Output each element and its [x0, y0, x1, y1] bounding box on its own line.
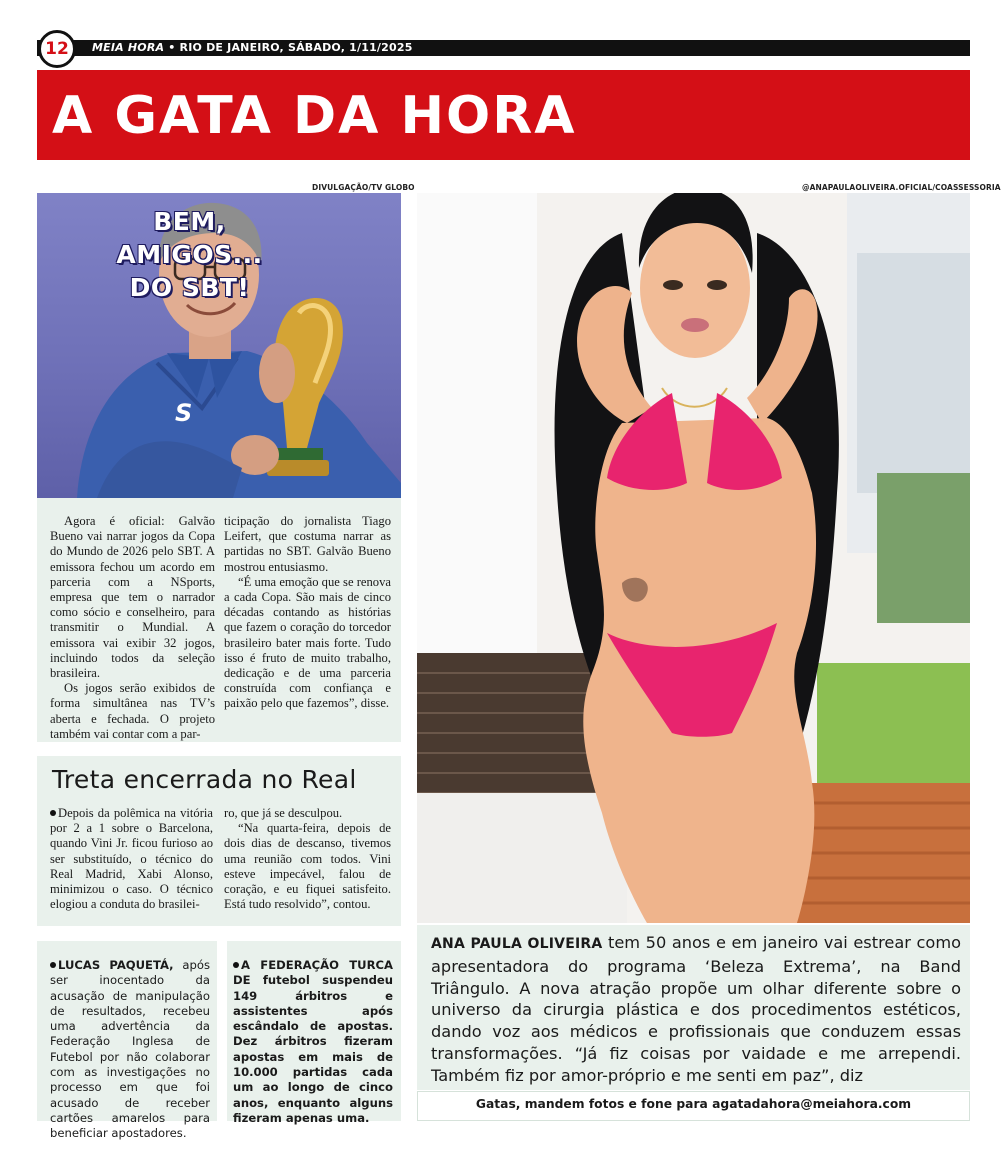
publication-line — [92, 40, 413, 56]
brand-name: MEIA HORA — [92, 41, 165, 54]
treta-col2 — [224, 806, 391, 912]
treta-col1 — [50, 806, 213, 912]
paragraph: ticipação do jornalista Tiago Leifert, que costuma narrar as partidas no SBT. Galvão Bueno mostrou entusiasmo. — [224, 514, 391, 574]
fed-text: futebol suspendeu 149 árbitros e assistentes após escândalo de apostas. Dez árbitros fizeram apostas em mais de 10.000 partidas cada um ao longo de cinco anos, enquanto alguns fizeram apenas uma. — [233, 973, 393, 1125]
treta-title: Treta encerrada no Real — [52, 765, 357, 794]
fed-lead: A FEDERAÇÃO TURCA DE — [233, 958, 393, 988]
photo-credit-main: @ANAPAULAOLIVEIRA.OFICIAL/COASSESSORIA — [802, 183, 1001, 192]
paragraph: “Na quarta-feira, depois de dois dias de descanso, tivemos uma reunião com todos. Vini esteve impecável, falou de coração, e eu fiquei satisfeito. Está tudo resolvido”, contou. — [224, 821, 391, 912]
galvao-story-col1 — [50, 514, 215, 742]
lucas-lead: LUCAS PAQUETÁ, — [58, 958, 174, 972]
caption-text: tem 50 anos e em janeiro vai estrear como apresentadora do programa ‘Beleza Extrema’, na Band Triângulo. A nova atração propõe um olhar diferente sobre o universo da cirurgia plástica e dos procedimentos estéticos, dando voz aos médicos e profissionais que conduzem essas transformações. “Já fiz coisas por vaidade e me arrependi. Também fiz por amor-próprio e me senti em paz”, diz — [431, 933, 961, 1085]
model-name: ANA PAULA OLIVEIRA — [431, 936, 603, 952]
overlay-line: BEM, — [153, 207, 226, 236]
paragraph: ro, que já se desculpou. — [224, 806, 343, 820]
main-caption — [431, 932, 961, 1087]
dateline: • RIO DE JANEIRO, SÁBADO, 1/11/2025 — [164, 41, 413, 54]
svg-text:S: S — [175, 399, 193, 427]
paragraph: Os jogos serão exibidos de forma simultânea nas TV’s aberta e fechada. O projeto também vai contar com a par- — [50, 681, 215, 741]
photo-credit-left: DIVULGAÇÃO/TV GLOBO — [312, 183, 415, 192]
page-number: 12 — [38, 30, 76, 68]
federation-note — [233, 958, 393, 1126]
photo-overlay-quote — [77, 205, 302, 304]
main-photo-illustration — [417, 193, 970, 923]
lucas-note — [50, 958, 210, 1142]
paragraph: “É uma emoção que se renova a cada Copa. São mais de cinco décadas contando as histórias que fazem o coração do torcedor brasileiro bater mais forte. Tudo isso é fruto de muito trabalho, dedicação e de uma parceria construída com confiança e paixão pelo que fazemos”, disse. — [224, 574, 391, 711]
bullet-icon — [50, 810, 56, 816]
overlay-line: DO SBT! — [129, 273, 250, 302]
main-photo — [417, 193, 970, 923]
galvao-photo — [37, 193, 401, 498]
paragraph: Agora é oficial: Galvão Bueno vai narrar jogos da Copa do Mundo de 2026 pelo SBT. A emissora fechou um acordo em parceria com a NSports, empresa que tem o narrador como sócio e conselheiro, para transmitir o Mundial. A emissora vai exibir 32 jogos, incluindo todos da seleção brasileira. — [50, 514, 215, 681]
bullet-icon — [233, 962, 239, 968]
bullet-icon — [50, 962, 56, 968]
treta-text: Depois da polêmica na vitória por 2 a 1 sobre o Barcelona, quando Vini Jr. ficou furioso ao ser substituído, o técnico do Real Madrid, Xabi Alonso, minimizou o caso. O técnico elogiou a conduta do brasilei- — [50, 806, 213, 912]
lucas-text: após ser inocentado da acusação de manipulação de resultados, recebeu uma advertência da Federação Inglesa de Futebol por não colaborar com as investigações no processo em que foi acusado de receber cartões amarelos para beneficiar apostadores. — [50, 958, 210, 1141]
submission-footer: Gatas, mandem fotos e fone para agatadahora@meiahora.com — [475, 1097, 912, 1111]
overlay-line: AMIGOS... — [116, 240, 263, 269]
galvao-story-col2 — [224, 514, 391, 712]
headline: A GATA DA HORA — [52, 86, 577, 146]
